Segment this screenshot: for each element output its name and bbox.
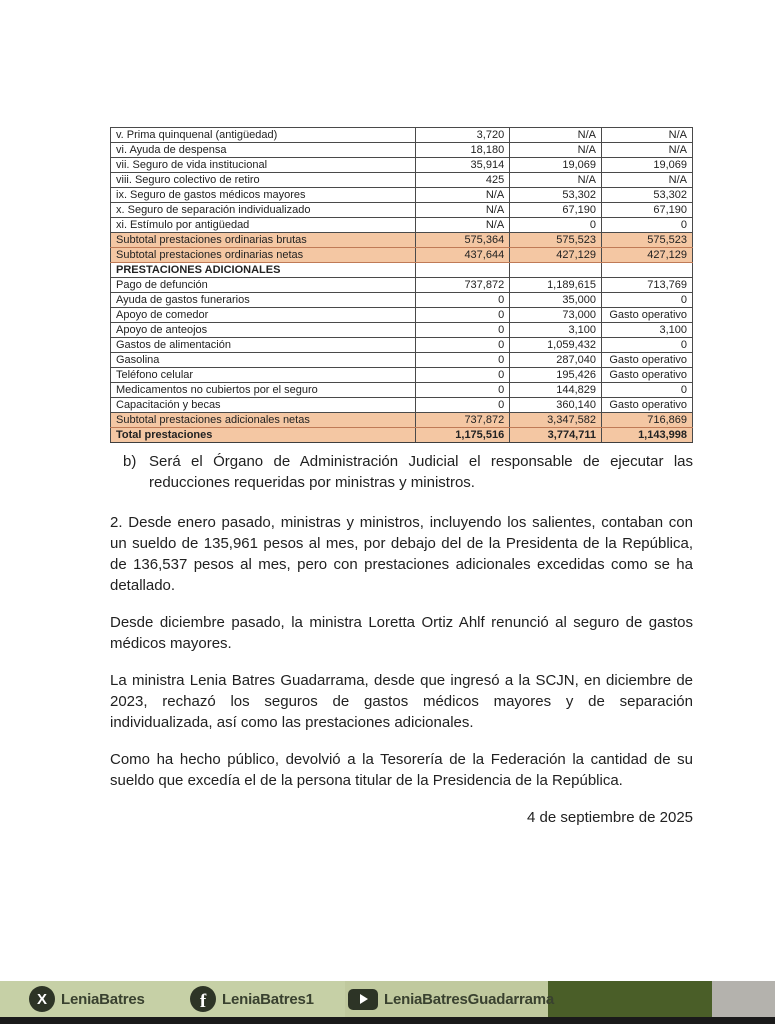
table-cell: 0: [416, 353, 510, 368]
table-cell: 144,829: [510, 383, 602, 398]
table-cell: 427,129: [510, 248, 602, 263]
table-cell: 1,189,615: [510, 278, 602, 293]
table-row: [111, 278, 693, 293]
table-row: [111, 323, 693, 338]
table-row: [111, 173, 693, 188]
table-cell: Teléfono celular: [111, 368, 416, 383]
table-row: [111, 188, 693, 203]
table-cell: Subtotal prestaciones ordinarias brutas: [111, 233, 416, 248]
footer-social-bar: [0, 981, 775, 1017]
table-row: [111, 368, 693, 383]
table-cell: 53,302: [602, 188, 693, 203]
x-logo-icon: X: [29, 986, 55, 1012]
table-cell: Total prestaciones: [111, 428, 416, 443]
table-cell: N/A: [602, 143, 693, 158]
table-cell: 575,364: [416, 233, 510, 248]
table-cell: [510, 263, 602, 278]
table-cell: N/A: [510, 128, 602, 143]
table-cell: N/A: [416, 203, 510, 218]
table-cell: 67,190: [510, 203, 602, 218]
youtube-icon: [348, 989, 378, 1010]
document-text-block: [110, 451, 693, 828]
table-row: [111, 398, 693, 413]
benefits-table: [110, 127, 693, 443]
table-cell: 713,769: [602, 278, 693, 293]
table-row: [111, 353, 693, 368]
table-cell: N/A: [602, 173, 693, 188]
footer-segment-olive: [548, 981, 712, 1017]
table-row: [111, 218, 693, 233]
table-cell: Pago de defunción: [111, 278, 416, 293]
table-row: [111, 233, 693, 248]
table-cell: vi. Ayuda de despensa: [111, 143, 416, 158]
table-cell: Capacitación y becas: [111, 398, 416, 413]
table-cell: 1,143,998: [602, 428, 693, 443]
table-row: [111, 203, 693, 218]
table-row: [111, 338, 693, 353]
play-triangle-icon: [360, 994, 368, 1004]
table-row: [111, 158, 693, 173]
table-cell: ix. Seguro de gastos médicos mayores: [111, 188, 416, 203]
paragraph-tesoreria: Como ha hecho público, devolvió a la Tesorería de la Federación la cantidad de su sueldo que excedía el de la persona titular de la Presidencia de la República.: [110, 751, 693, 789]
table-cell: N/A: [416, 218, 510, 233]
table-cell: 0: [416, 383, 510, 398]
table-cell: 287,040: [510, 353, 602, 368]
table-cell: 0: [416, 293, 510, 308]
list-item-b-text: Será el Órgano de Administración Judicial el responsable de ejecutar las reducciones requeridas por ministras y ministros.: [149, 453, 693, 491]
social-link-facebook[interactable]: [190, 981, 314, 1017]
paragraph-loretta-ortiz: Desde diciembre pasado, la ministra Loretta Ortiz Ahlf renunció al seguro de gastos médicos mayores.: [110, 614, 693, 652]
table-cell: v. Prima quinquenal (antigüedad): [111, 128, 416, 143]
table-row: [111, 128, 693, 143]
table-cell: Ayuda de gastos funerarios: [111, 293, 416, 308]
x-handle-label: LeniaBatres: [61, 990, 145, 1008]
footer-segment-grey: [712, 981, 775, 1017]
table-cell: 0: [602, 338, 693, 353]
table-cell: 716,869: [602, 413, 693, 428]
table-cell: 3,347,582: [510, 413, 602, 428]
table-cell: 0: [416, 338, 510, 353]
table-cell: PRESTACIONES ADICIONALES: [111, 263, 416, 278]
table-cell: N/A: [602, 128, 693, 143]
table-cell: 0: [602, 293, 693, 308]
table-cell: Gasolina: [111, 353, 416, 368]
table-cell: 0: [416, 368, 510, 383]
table-cell: Medicamentos no cubiertos por el seguro: [111, 383, 416, 398]
paragraph-salary: 2. Desde enero pasado, ministras y ministros, incluyendo los salientes, contaban con un sueldo de 135,961 pesos al mes, por debajo del de la Presidenta de la República, de 136,537 pesos al mes, pero con prestaciones adicionales excedidas como se ha detallado.: [110, 514, 693, 594]
table-cell: Gasto operativo: [602, 308, 693, 323]
table-cell: 73,000: [510, 308, 602, 323]
table-cell: N/A: [416, 188, 510, 203]
table-row: [111, 428, 693, 443]
facebook-handle-label: LeniaBatres1: [222, 990, 314, 1008]
table-cell: [602, 263, 693, 278]
table-row: [111, 383, 693, 398]
table-cell: 737,872: [416, 413, 510, 428]
table-cell: 1,059,432: [510, 338, 602, 353]
table-cell: 0: [510, 218, 602, 233]
table-cell: 0: [602, 383, 693, 398]
table-cell: 35,914: [416, 158, 510, 173]
list-item-b-marker: b): [123, 453, 137, 470]
document-date: 4 de septiembre de 2025: [527, 809, 693, 826]
table-cell: x. Seguro de separación individualizado: [111, 203, 416, 218]
bottom-dark-strip: [0, 1017, 775, 1024]
table-cell: Apoyo de anteojos: [111, 323, 416, 338]
table-cell: Gasto operativo: [602, 398, 693, 413]
table-cell: 1,175,516: [416, 428, 510, 443]
table-cell: 19,069: [602, 158, 693, 173]
table-row: [111, 413, 693, 428]
table-cell: 3,100: [602, 323, 693, 338]
table-cell: viii. Seguro colectivo de retiro: [111, 173, 416, 188]
table-cell: Gasto operativo: [602, 368, 693, 383]
table-cell: 3,100: [510, 323, 602, 338]
table-cell: 53,302: [510, 188, 602, 203]
table-cell: Gastos de alimentación: [111, 338, 416, 353]
table-row: [111, 143, 693, 158]
table-row: [111, 293, 693, 308]
social-link-youtube[interactable]: [348, 981, 554, 1017]
table-cell: vii. Seguro de vida institucional: [111, 158, 416, 173]
table-cell: 427,129: [602, 248, 693, 263]
facebook-icon: f: [190, 986, 216, 1012]
table-cell: 19,069: [510, 158, 602, 173]
table-cell: N/A: [510, 173, 602, 188]
table-cell: [416, 263, 510, 278]
table-cell: Gasto operativo: [602, 353, 693, 368]
list-item-b: [110, 451, 693, 493]
table-cell: 437,644: [416, 248, 510, 263]
table-cell: 360,140: [510, 398, 602, 413]
table-cell: 575,523: [510, 233, 602, 248]
table-cell: 35,000: [510, 293, 602, 308]
benefits-table-body: [111, 128, 693, 443]
table-row: [111, 263, 693, 278]
table-row: [111, 248, 693, 263]
table-cell: xi. Estímulo por antigüedad: [111, 218, 416, 233]
table-cell: Subtotal prestaciones ordinarias netas: [111, 248, 416, 263]
table-cell: 195,426: [510, 368, 602, 383]
table-cell: 425: [416, 173, 510, 188]
table-row: [111, 308, 693, 323]
table-cell: 575,523: [602, 233, 693, 248]
table-cell: Apoyo de comedor: [111, 308, 416, 323]
table-cell: 67,190: [602, 203, 693, 218]
table-cell: 18,180: [416, 143, 510, 158]
table-cell: 0: [416, 398, 510, 413]
youtube-handle-label: LeniaBatresGuadarrama: [384, 990, 555, 1008]
table-cell: 737,872: [416, 278, 510, 293]
table-cell: 0: [416, 323, 510, 338]
table-cell: N/A: [510, 143, 602, 158]
table-cell: 0: [602, 218, 693, 233]
table-cell: 3,774,711: [510, 428, 602, 443]
table-cell: 0: [416, 308, 510, 323]
table-cell: 3,720: [416, 128, 510, 143]
table-cell: Subtotal prestaciones adicionales netas: [111, 413, 416, 428]
social-link-x[interactable]: [29, 981, 145, 1017]
paragraph-lenia-batres: La ministra Lenia Batres Guadarrama, desde que ingresó a la SCJN, en diciembre de 2023, rechazó los seguros de gastos médicos mayores y de separación individualizada, así como las prestaciones adicionales.: [110, 672, 693, 731]
